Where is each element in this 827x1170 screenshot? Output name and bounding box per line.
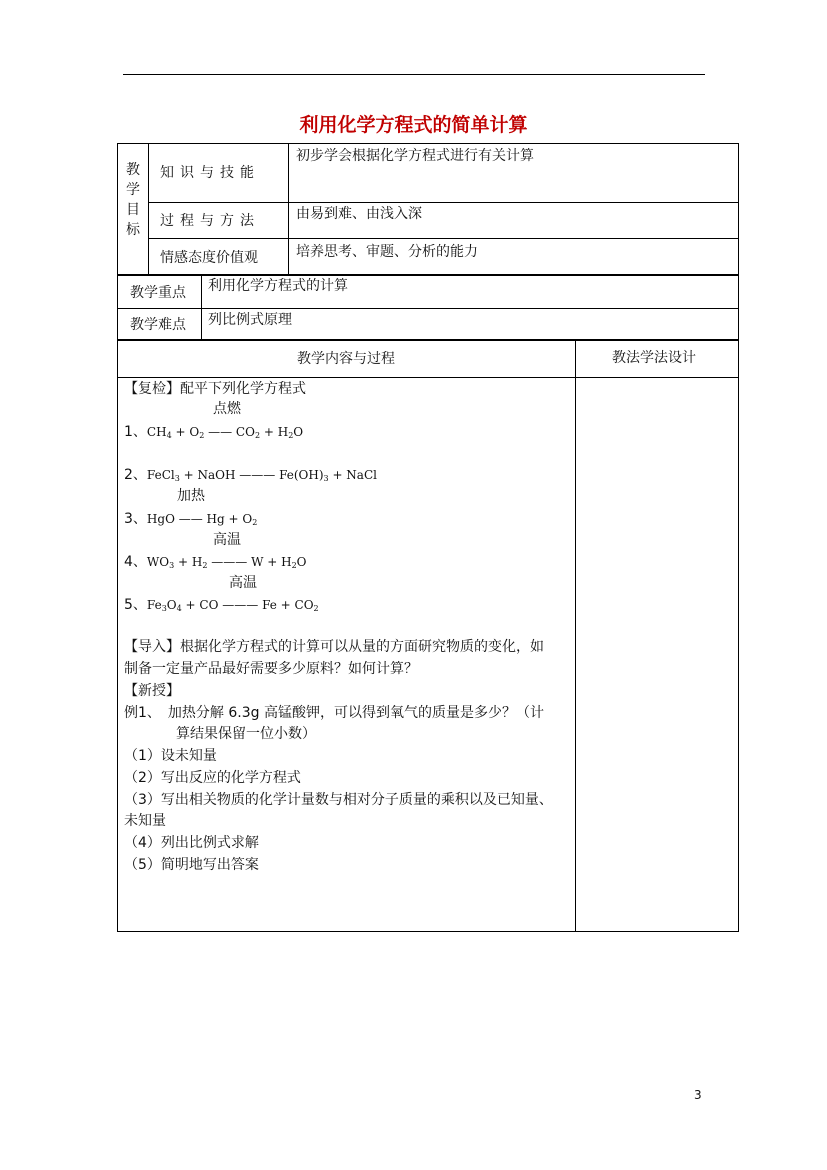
key-point-value: 利用化学方程式的计算 xyxy=(208,278,348,294)
review-title: 【复检】配平下列化学方程式 xyxy=(124,381,306,397)
content-header: 教学内容与过程 xyxy=(297,351,395,367)
step-3: （3）写出相关物质的化学计量数与相对分子质量的乘积以及已知量、 xyxy=(124,792,553,808)
divider xyxy=(148,238,739,239)
equation-1: 1、$CH_4 + O_2$ —— $CO_2 + H_2O$ xyxy=(124,424,304,440)
divider xyxy=(575,340,576,932)
objective-label-process: 过程与方法 xyxy=(160,213,260,229)
intro-line-2: 制备一定量产品最好需要多少原料？如何计算？ xyxy=(124,661,418,677)
step-3-cont: 未知量 xyxy=(124,813,166,829)
objective-value-process: 由易到难、由浅入深 xyxy=(296,206,422,222)
condition-3: 加热 xyxy=(177,488,205,504)
key-point-label: 教学重点 xyxy=(130,285,186,301)
objective-label-attitude: 情感态度价值观 xyxy=(160,250,258,266)
equation-3: 3、HgO —— $Hg + O_2$ xyxy=(124,511,258,527)
objective-label-knowledge: 知识与技能 xyxy=(160,165,260,181)
difficulty-label: 教学难点 xyxy=(130,317,186,333)
header-rule xyxy=(123,74,705,75)
condition-4: 高温 xyxy=(213,532,241,548)
objective-value-knowledge: 初步学会根据化学方程式进行有关计算 xyxy=(296,148,534,164)
new-lesson-title: 【新授】 xyxy=(124,683,180,699)
step-4: （4）列出比例式求解 xyxy=(124,835,259,851)
divider xyxy=(148,202,739,203)
objective-value-attitude: 培养思考、审题、分析的能力 xyxy=(296,244,478,260)
divider xyxy=(117,377,739,378)
example-line-1: 例1、 加热分解 6.3g 高锰酸钾，可以得到氧气的质量是多少？（计 xyxy=(124,705,544,721)
divider xyxy=(288,143,289,275)
method-header: 教法学法设计 xyxy=(612,350,696,366)
divider xyxy=(117,308,739,309)
objectives-label: 教 学 目 标 xyxy=(126,162,140,238)
condition-5: 高温 xyxy=(229,575,257,591)
page-number: 3 xyxy=(694,1088,702,1102)
page-title: 利用化学方程式的简单计算 xyxy=(299,114,528,136)
step-1: （1）设未知量 xyxy=(124,748,217,764)
equation-2: 2、FeCl$_3$ + NaOH ——— $Fe(OH)_3$ + NaCl xyxy=(124,467,377,483)
intro-line-1: 【导入】根据化学方程式的计算可以从量的方面研究物质的变化，如 xyxy=(124,639,544,655)
equation-5: 5、$Fe_3O_4$ + CO ——— $Fe + CO_2$ xyxy=(124,597,319,613)
step-2: （2）写出反应的化学方程式 xyxy=(124,770,301,786)
example-line-2: 算结果保留一位小数） xyxy=(176,726,316,742)
step-5: （5）简明地写出答案 xyxy=(124,857,259,873)
condition-1: 点燃 xyxy=(213,401,241,417)
difficulty-value: 列比例式原理 xyxy=(208,312,292,328)
equation-4: 4、$WO_3 + H_2$ ——— $W + H_2O$ xyxy=(124,554,307,570)
divider xyxy=(148,143,149,275)
